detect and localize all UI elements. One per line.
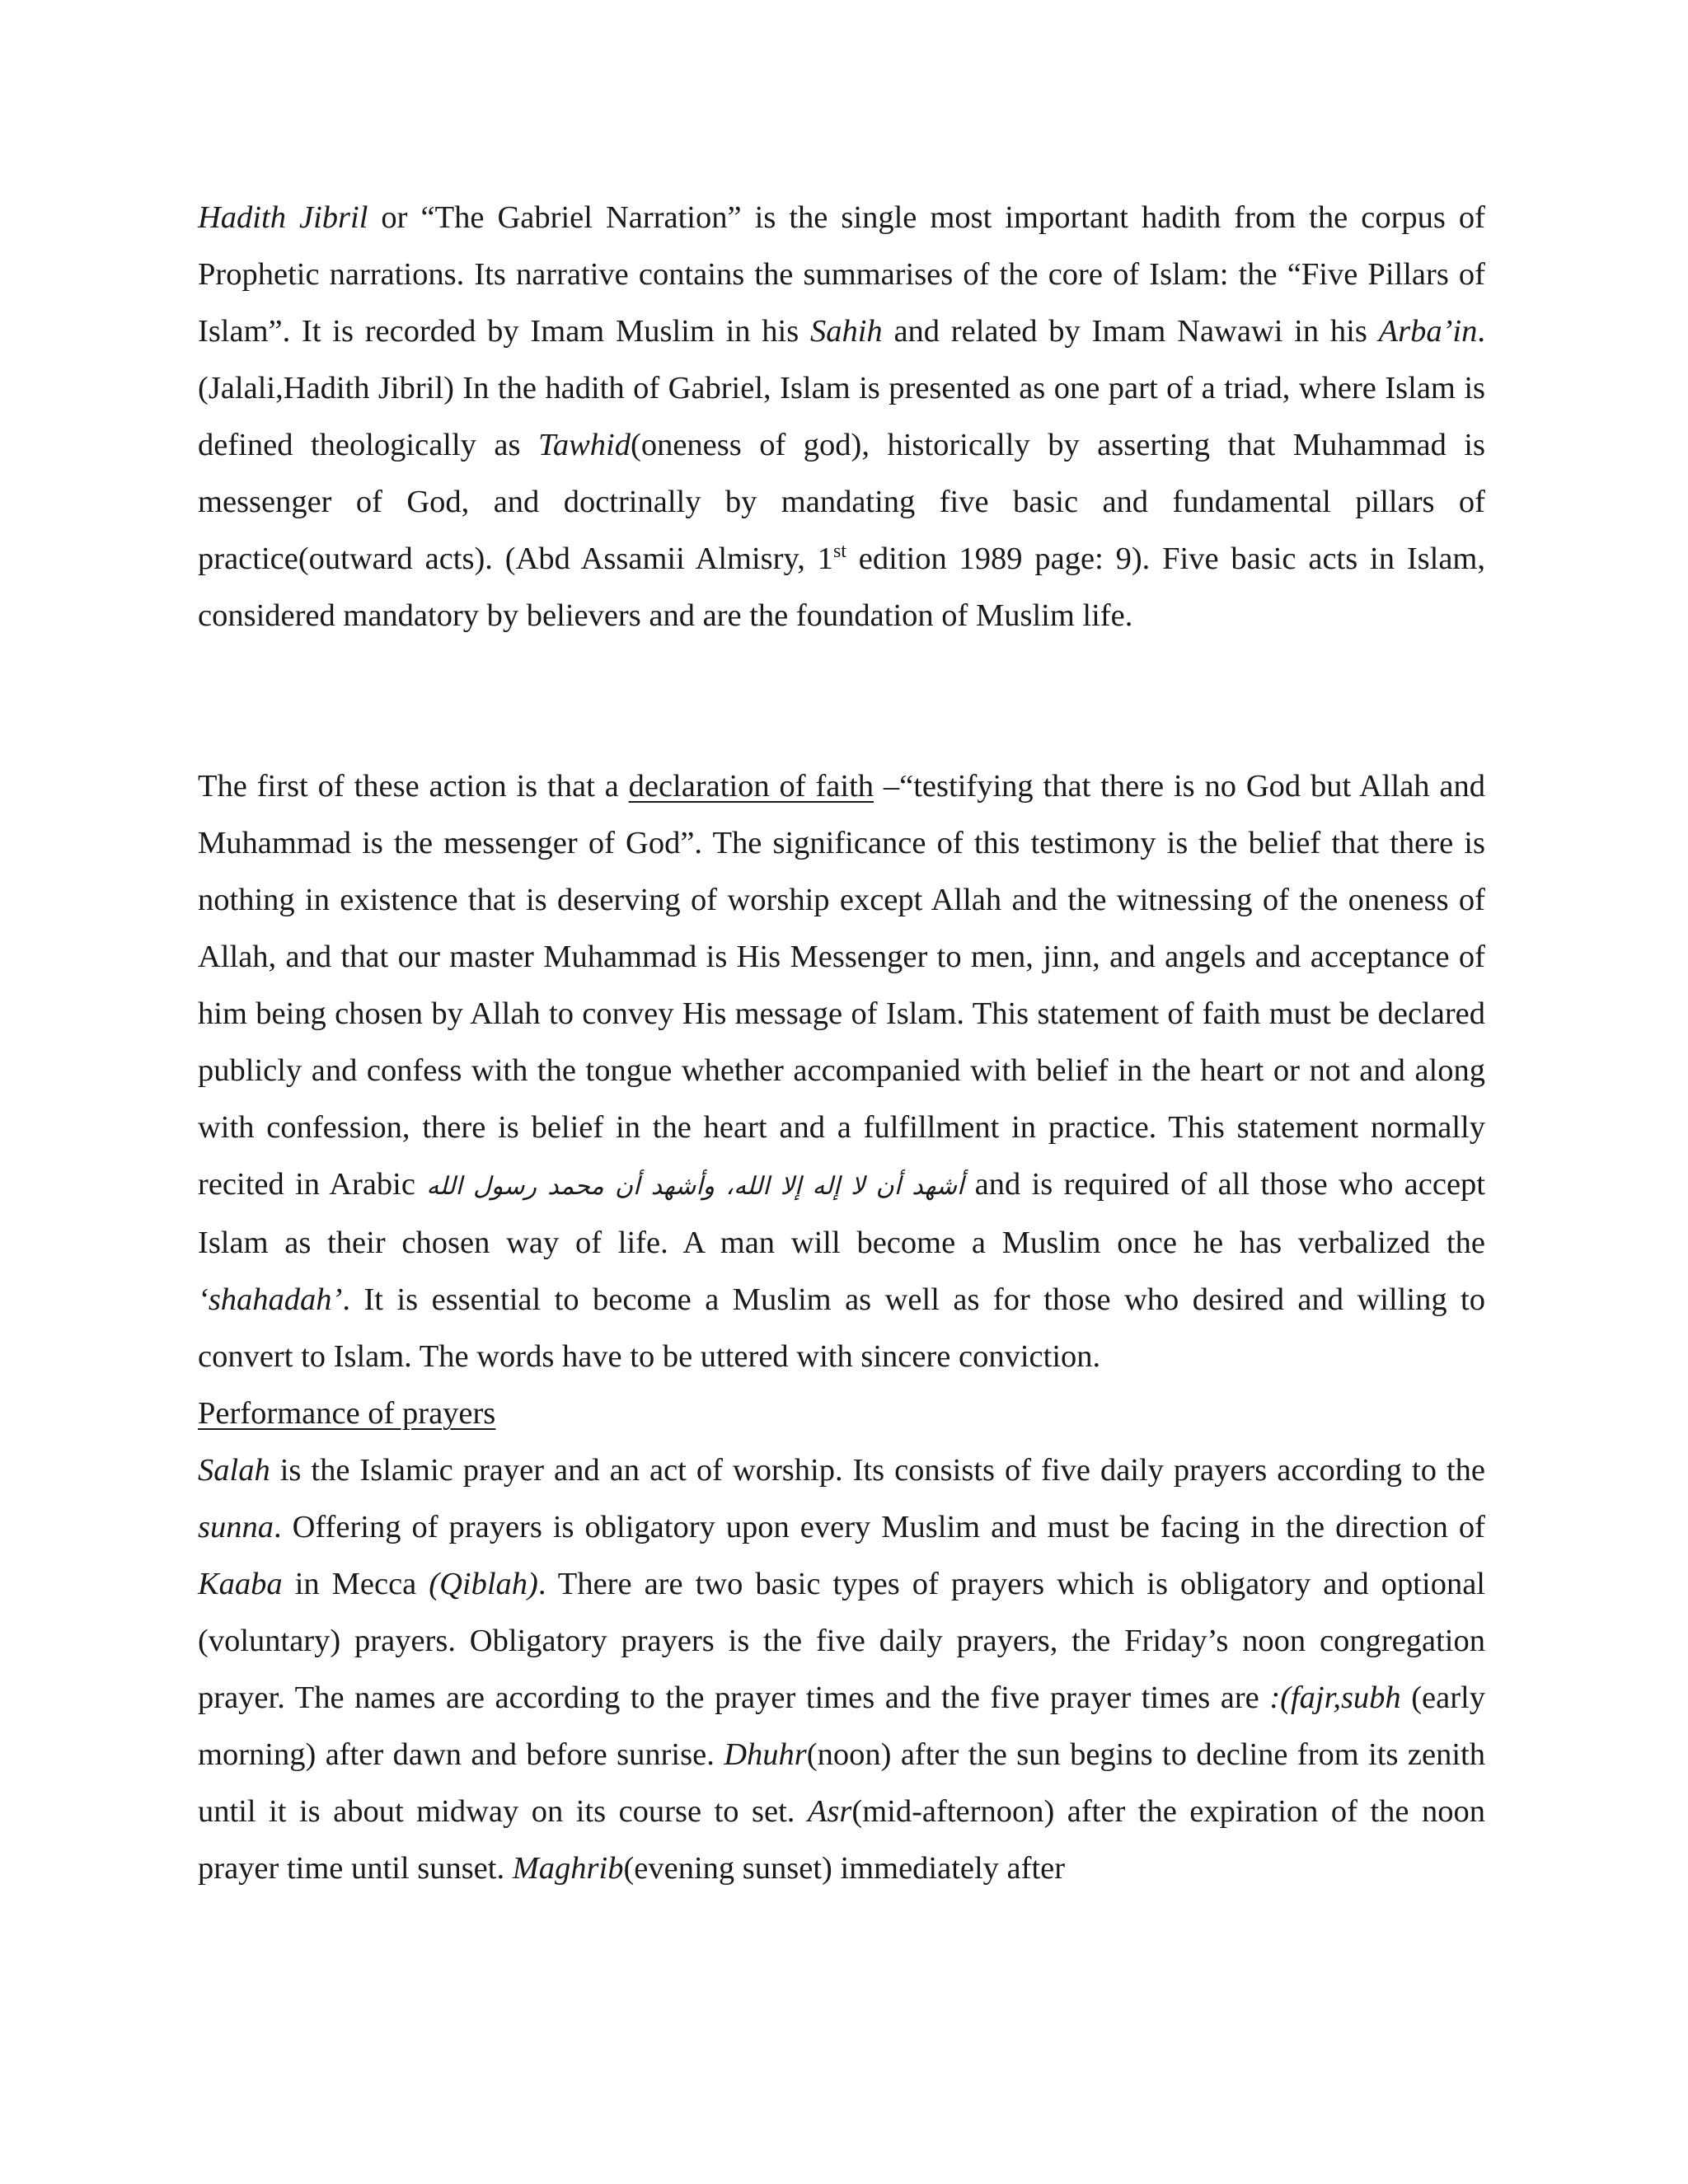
text-run: . It is essential to become a Muslim as well as for those who desired and willing to convert to Islam. The words have to be uttered with sincere conviction. (198, 1282, 1485, 1374)
paragraph-salah (198, 1442, 1485, 1897)
text-run: . There are two basic types of prayers which is obligatory and optional (voluntary) prayers. Obligatory prayers is the five daily prayers, the Friday’s noon congregation prayer. The names are according to the prayer times and the five prayer times are (198, 1567, 1485, 1715)
paragraph-hadith-jibril (198, 190, 1485, 644)
text-run: . (Jalali,Hadith Jibril) In the hadith of Gabriel, Islam is presented as one part of a triad, where Islam is defined theologically as (198, 314, 1485, 462)
text-run: is the Islamic prayer and an act of worship. Its consists of five daily prayers according to the (270, 1453, 1485, 1488)
term-arbain: Arba’in (1378, 314, 1478, 349)
arabic-shahadah: أشهد أن لا إله إلا الله، وأشهد أن محمد رسول الله (426, 1172, 964, 1201)
term-shahadah: ‘shahadah’ (198, 1282, 343, 1317)
paragraph-declaration-of-faith (198, 758, 1485, 1385)
text-run: (noon) after the sun begins to decline from its zenith until it is about midway on its course to set. (198, 1737, 1486, 1829)
term-declaration-of-faith: declaration of faith (628, 769, 874, 804)
text-run: or “The Gabriel Narration” is the single most important hadith from the corpus of Prophetic narrations. Its narrative contains the summarises of the core of Islam: the “Five Pillars of Islam”. It is recorded by Imam Muslim in his (198, 200, 1485, 349)
term-tawhid: Tawhid (538, 428, 631, 462)
term-fajr-subh: :(fajr,subh (1269, 1680, 1401, 1715)
term-qiblah: (Qiblah) (429, 1567, 538, 1601)
text-run: and related by Imam Nawawi in his (882, 314, 1379, 349)
text-run: (early morning) after dawn and before sunrise. (198, 1680, 1486, 1772)
text-run: edition 1989 page: 9). Five basic acts in Islam, considered mandatory by believers and are the foundation of Muslim life. (198, 541, 1485, 633)
term-salah: Salah (198, 1453, 270, 1488)
text-run: The first of these action is that a (198, 769, 629, 804)
document-page (198, 190, 1485, 1897)
term-sunna: sunna (198, 1510, 274, 1544)
term-dhuhr: Dhuhr (724, 1737, 807, 1772)
text-run: and is required of all those who accept Islam as their chosen way of life. A man will become a Muslim once he has verbalized the (198, 1167, 1485, 1260)
term-maghrib: Maghrib (512, 1851, 624, 1886)
text-run: (evening sunset) immediately after (623, 1851, 1066, 1886)
term-asr: Asr (807, 1794, 852, 1829)
ordinal-superscript: st (832, 541, 846, 563)
term-hadith-jibril: Hadith Jibril (198, 200, 368, 235)
text-run: (mid-afternoon) after the expiration of the noon prayer time until sunset. (198, 1794, 1485, 1886)
text-run: (oneness of god), historically by asserting that Muhammad is messenger of God, and doctrinally by mandating five basic and fundamental pillars of practice(outward acts). (Abd Assamii Almisry, 1 (198, 428, 1485, 576)
term-kaaba: Kaaba (198, 1567, 283, 1601)
paragraph-spacer (198, 644, 1485, 758)
text-run: –“testifying that there is no God but Allah and Muhammad is the messenger of God”. The significance of this testimony is the belief that there is nothing in existence that is deserving of worship except Allah and the witnessing of the oneness of Allah, and that our master Muhammad is His Messenger to men, jinn, and angels and acceptance of him being chosen by Allah to convey His message of Islam. This statement of faith must be declared publicly and confess with the tongue whether accompanied with belief in the heart or not and along with confession, there is belief in the heart and a fulfillment in practice. This statement normally recited in Arabic (198, 769, 1486, 1202)
text-run: in Mecca (282, 1567, 429, 1601)
term-sahih: Sahih (809, 314, 883, 349)
text-run: . Offering of prayers is obligatory upon every Muslim and must be facing in the direction of (273, 1510, 1485, 1544)
section-heading-prayers: Performance of prayers (198, 1396, 496, 1431)
